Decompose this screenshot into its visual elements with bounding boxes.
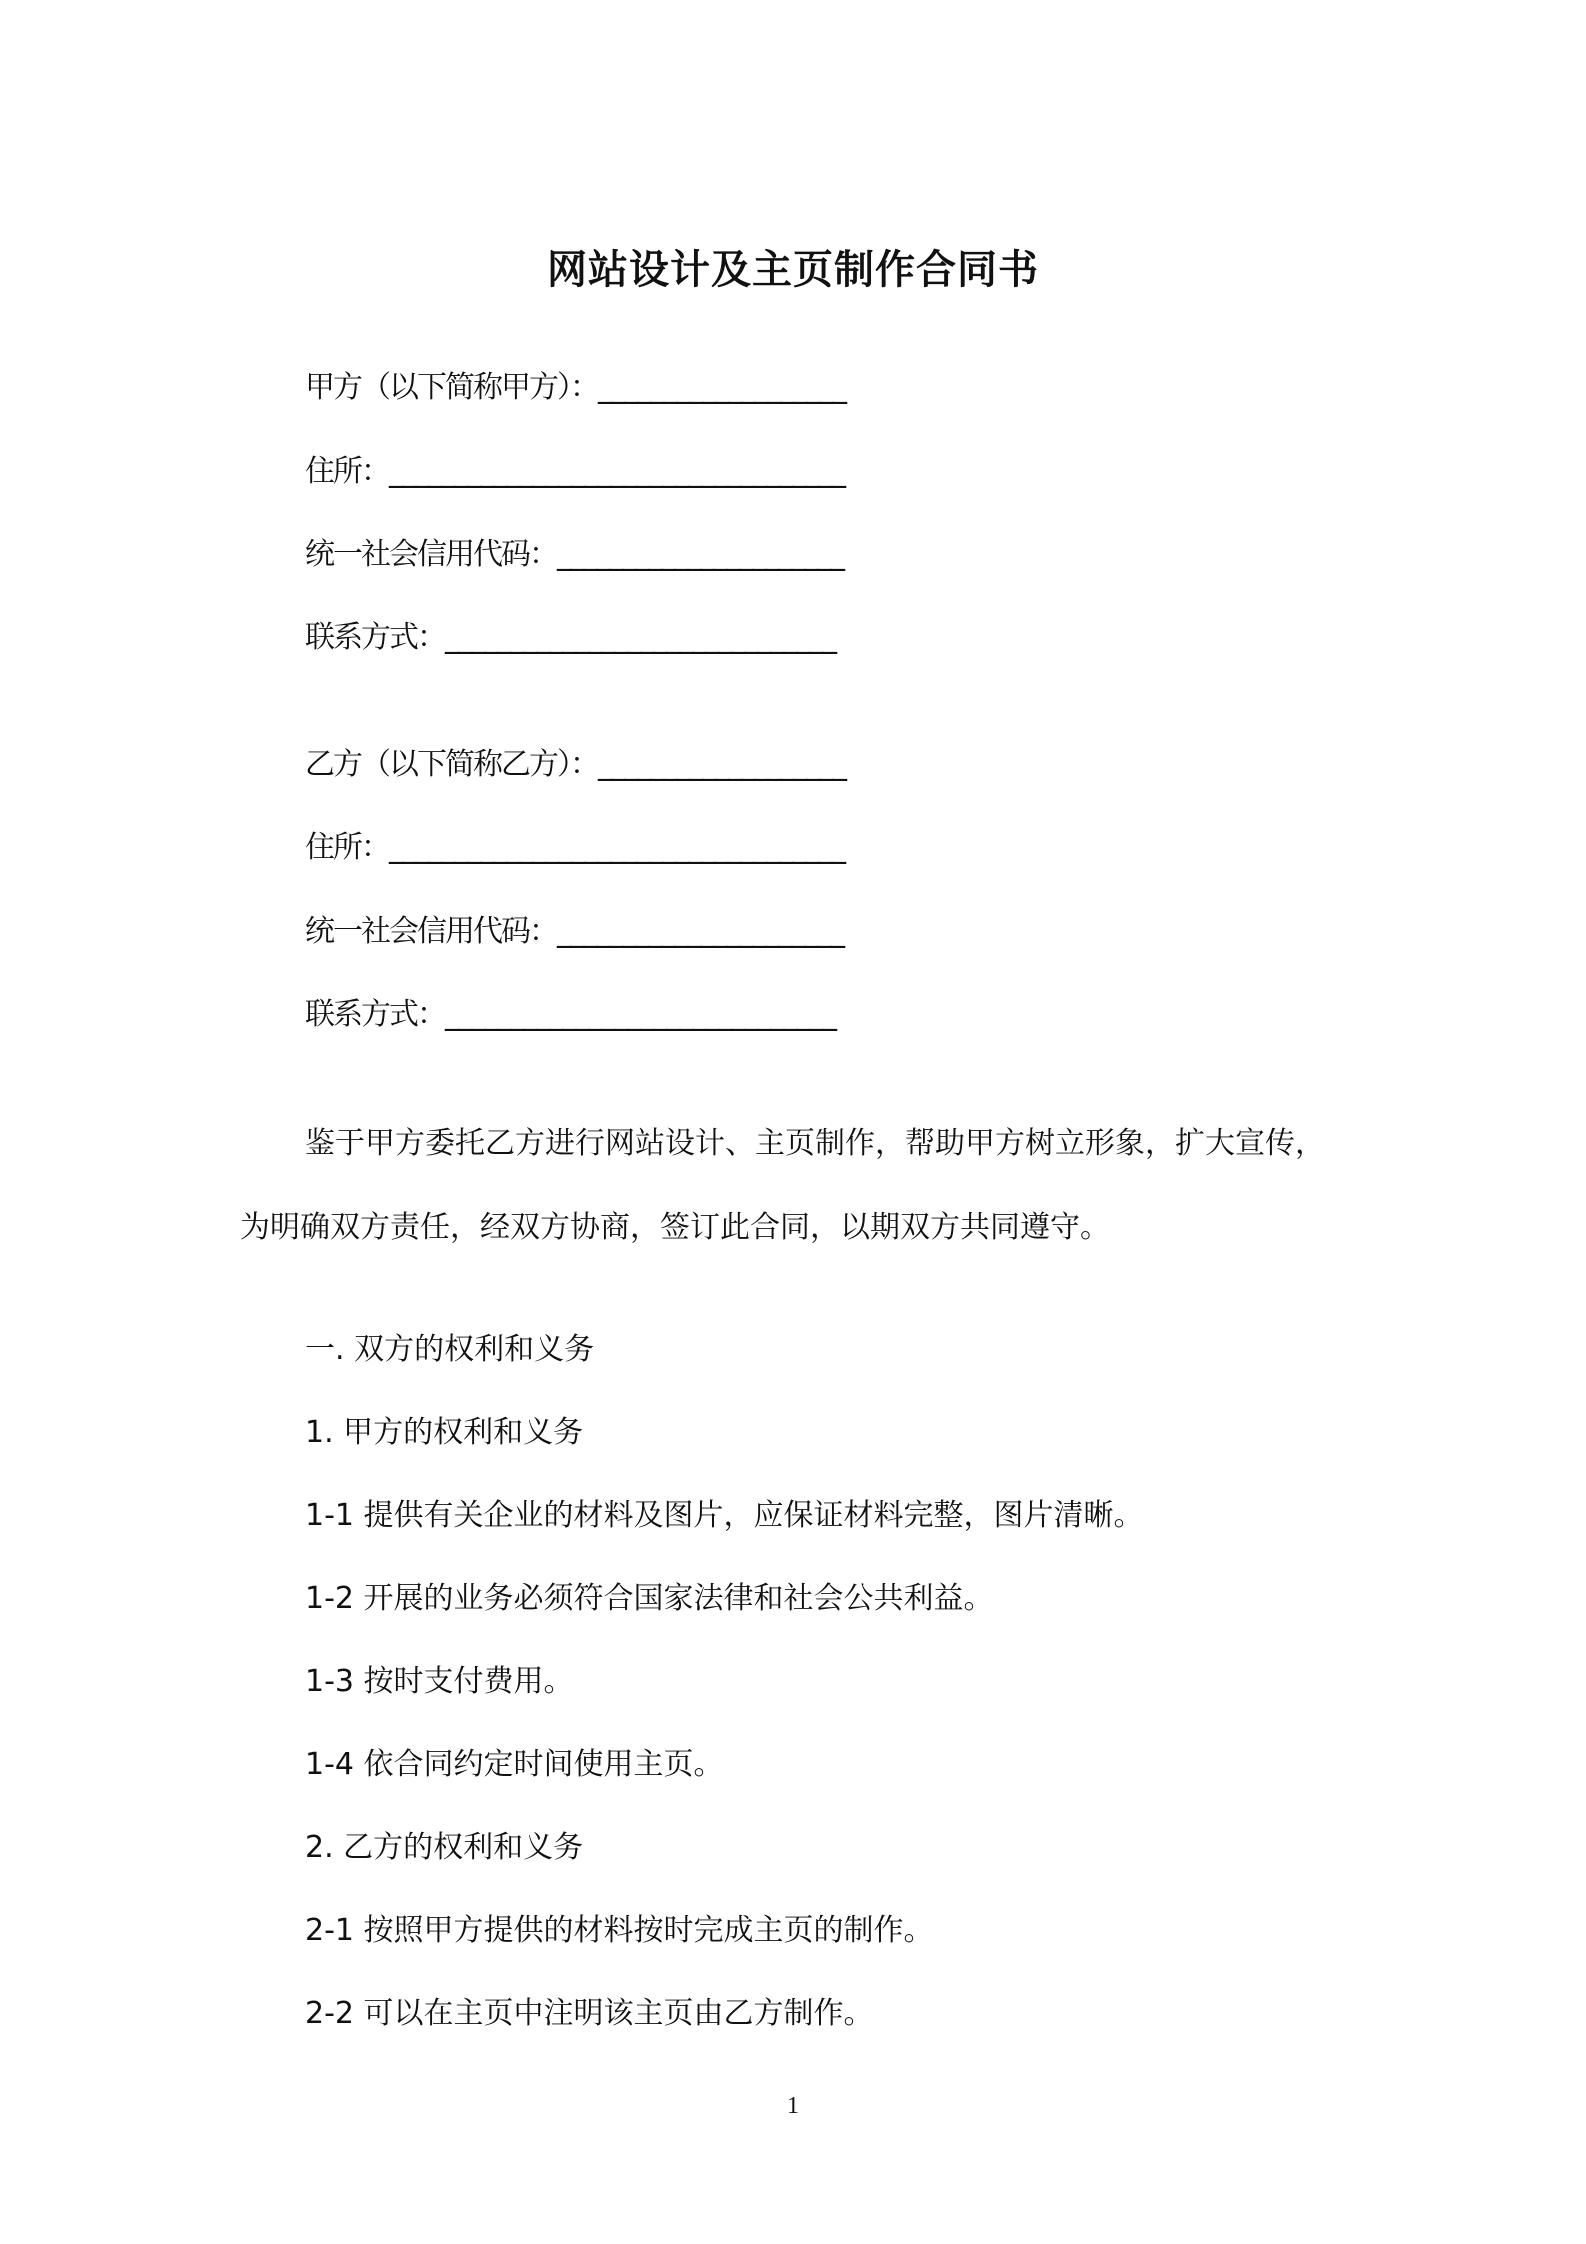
party-b-contact-line: 联系方式：______________________________	[305, 997, 835, 1032]
section-heading: 一. 双方的权利和义务	[305, 1332, 595, 1367]
preamble-paragraph: 鉴于甲方委托乙方进行网站设计、主页制作，帮助甲方树立形象，扩大宣传，为明确双方责任，经双方协商，签订此合同，以期双方共同遵守。	[240, 1126, 1325, 1245]
party-a-credit-code-line: 统一社会信用代码：______________________	[305, 537, 843, 572]
clause-item: 2-1 按照甲方提供的材料按时完成主页的制作。	[305, 1913, 934, 1948]
clause-item: 1-2 开展的业务必须符合国家法律和社会公共利益。	[305, 1581, 994, 1616]
party-b-credit-code-line: 统一社会信用代码：______________________	[305, 914, 843, 949]
subsection-heading: 1. 甲方的权利和义务	[305, 1415, 584, 1450]
document-title: 网站设计及主页制作合同书	[547, 247, 1039, 293]
party-b-address-line: 住所：___________________________________	[305, 830, 844, 865]
party-a-address-line: 住所：___________________________________	[305, 454, 844, 489]
clause-item: 2-2 可以在主页中注明该主页由乙方制作。	[305, 1996, 874, 2031]
page-number: 1	[787, 2093, 799, 2119]
clause-item: 1-4 依合同约定时间使用主页。	[305, 1747, 724, 1782]
clause-item: 1-3 按时支付费用。	[305, 1664, 574, 1699]
party-a-name-line: 甲方（以下简称甲方）：___________________	[305, 370, 845, 405]
party-b-name-line: 乙方（以下简称乙方）：___________________	[305, 747, 845, 782]
party-a-contact-line: 联系方式：______________________________	[305, 620, 835, 655]
subsection-heading: 2. 乙方的权利和义务	[305, 1830, 584, 1865]
clause-item: 1-1 提供有关企业的材料及图片，应保证材料完整，图片清晰。	[305, 1498, 1144, 1533]
